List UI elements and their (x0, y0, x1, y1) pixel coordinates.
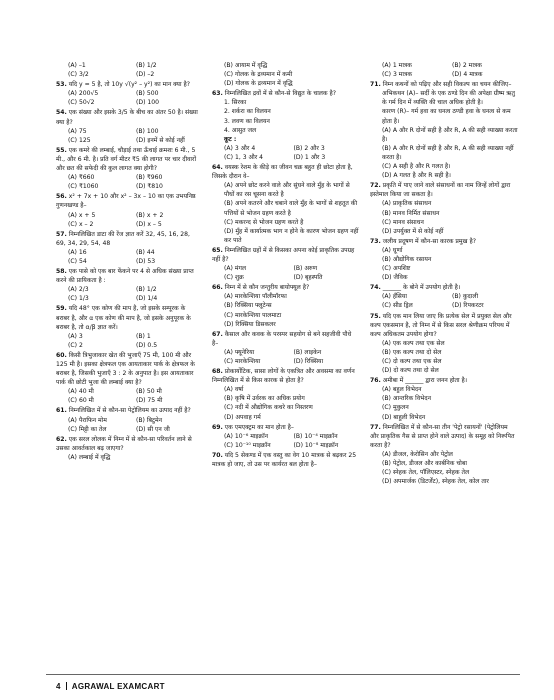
option: (A) A और R दोनों सही है और R, A की सही व्याख्या करता है। (382, 126, 518, 143)
options-grid (56, 416, 200, 434)
option: (D) बृहस्पति (293, 274, 323, 282)
options-list (370, 385, 518, 421)
option: (B) ₹960 (136, 174, 163, 182)
question-stem: कैसाल और कवक के परस्पर सहयोग से बने सहजीवी पौधे है– (212, 330, 352, 347)
option: (A) पैराफिन मोम (68, 416, 107, 424)
option: (B) x + 2 (136, 211, 164, 219)
option: (B) 2 और 3 (293, 144, 325, 152)
question-text (56, 192, 200, 210)
question-block (56, 146, 200, 191)
options-grid (212, 144, 359, 162)
column-right (370, 60, 518, 486)
question-stem: निम्न में से कौन जन्तुरीय बायोफ्यूल है? (224, 284, 310, 292)
option: (C) मिट्टी का तेल (68, 425, 107, 433)
option: (A) 3 और 4 (224, 144, 256, 152)
options-grid (212, 432, 359, 450)
question-text (370, 283, 518, 292)
question-block (370, 312, 518, 376)
option: (D) ₹810 (136, 183, 163, 191)
question-number: 71. (370, 81, 381, 89)
question-number: 57. (56, 230, 67, 238)
option: (B) बिटुमेन (136, 416, 163, 424)
question-number: 75. (370, 312, 381, 320)
option: (D) जैविक (382, 274, 408, 282)
option: (D) 10⁻⁸ माइक्रॉन (293, 441, 339, 449)
option: (B) 1/2 (136, 286, 157, 294)
question-text (212, 330, 359, 348)
option: (A) मारकेन्शिया पॉलीमॉरफा (224, 293, 287, 301)
option: (A) डीजल, केरोसिन और पेट्रोल (382, 450, 453, 458)
question-text (212, 163, 359, 181)
question-text (56, 80, 200, 89)
options-list (370, 339, 518, 375)
question-number: 65. (212, 246, 223, 254)
option: (C) अपशिष्ट (382, 265, 411, 273)
question-text (370, 312, 518, 339)
option: (A) लम्बाई में वृद्धि (68, 453, 111, 461)
option: (A) –1 (68, 62, 86, 69)
question-text (212, 423, 359, 432)
option: (C) 3/2 (68, 71, 89, 79)
question-stem: एक पासे को एक बार फेंकने पर 4 से अधिक संख्या प्राप्त करने की प्रायिकता है : (56, 268, 194, 285)
option: (A) 10⁻⁶ माइक्रॉन (224, 432, 269, 440)
option: (D) A गलत है और R सही है। (382, 172, 451, 180)
option: (C) मुकुलन (382, 404, 409, 412)
option: (D) रिक्सिया डिसकलर (224, 320, 276, 328)
question-stem: एक सरल लोलक में निम्न में से कौन-सा परिवर्तन लाने से उसका आवर्तकाल बढ़ जाएगा? (56, 435, 192, 452)
option: (B) कृषि में उर्वरक का अधिक प्रयोग (224, 395, 305, 403)
options-grid (56, 387, 200, 405)
question-text (212, 246, 359, 264)
option: (C) दो कल्प तथा एक सेल (382, 358, 442, 365)
question-stem: प्रकृति में पाए जाने वाले संसाधनों का नाम जिन्हें लोगों द्वारा इस्तेमाल किया जा सकता है। (370, 182, 511, 199)
question-text (56, 108, 200, 126)
question-block (212, 89, 359, 162)
code-label: कूट : (224, 135, 237, 143)
option: (A) फ्यूनेरिया (224, 348, 255, 356)
question-text (56, 146, 200, 173)
question-block (370, 80, 518, 180)
question-block (56, 435, 200, 462)
question-block (56, 267, 200, 303)
question-number: 73. (370, 237, 381, 245)
question-text (212, 451, 359, 469)
question-number: 76. (370, 377, 381, 385)
option: (D) अपमार्जक (डिटर्जेंट), स्नेहक तेल, कोल तार (382, 478, 489, 486)
option: (B) 44 (136, 248, 155, 256)
option: (D) गोलक के द्रव्यमान में वृद्धि (224, 80, 293, 88)
question-text (56, 304, 200, 331)
question-block (370, 181, 518, 236)
option: (A) मंगल (224, 265, 247, 273)
statement-item: 4. आसुत जल (224, 126, 257, 134)
option: (B) 1/2 (136, 62, 157, 69)
option: (A) 3 (68, 332, 83, 340)
question-number: 53. (56, 81, 67, 89)
options-grid (56, 248, 200, 266)
option: (D) 4 मात्रक (452, 71, 483, 79)
question-block (56, 192, 200, 228)
page-footer (0, 668, 554, 700)
statement-item: 2. शर्करा का विलयन (224, 108, 271, 116)
options-grid (370, 292, 518, 310)
question-block (56, 61, 200, 79)
option: (C) मारकेन्शिया पालमाटा (224, 311, 282, 319)
option: (A) अपने छोट करने वाले और सुंघने वाले मुँह के भागों से पौधों का रस चूसना करते है (224, 182, 350, 199)
option: (C) x – 2 (68, 220, 94, 228)
option: (C) मकरन्द से भोजन ग्रहण करते है (224, 218, 304, 226)
question-stem: किसी त्रिभुजाकार खेत की भुजाएँ 75 मी, 100 मी और 125 मी है। इसका क्षेत्रफल एक आयताकार पार्क के क्षेत्रफल के बराबर है, जिसकी भुजाएँ 3 : 2 के अनुपात है। इस आयताकार पार्क की छोटी भुजा की लम्बाई क्या है? (56, 351, 195, 387)
options-grid (56, 127, 200, 145)
options-grid (370, 61, 518, 79)
option: (C) 54 (68, 257, 87, 265)
question-text (370, 423, 518, 450)
option: (C) 3 मात्रक (382, 71, 413, 79)
question-block (212, 246, 359, 282)
option: (B) 2 मात्रक (452, 62, 482, 69)
options-list (56, 453, 200, 462)
option: (A) वर्षा (224, 386, 244, 394)
question-number: 74. (370, 284, 381, 292)
question-block (370, 61, 518, 79)
options-grid (56, 173, 200, 191)
question-text (56, 406, 200, 415)
question-number: 69. (212, 423, 223, 431)
question-block (56, 80, 200, 107)
option: (A) प्राकृतिक संसाधन (382, 200, 432, 208)
question-text (56, 351, 200, 387)
option: (C) मानव संसाधन (382, 218, 424, 226)
question-number: 64. (212, 164, 223, 172)
option: (D) सी एन जी (136, 425, 170, 433)
statement-item: 3. लवण का विलयन (224, 117, 270, 125)
footer-text (56, 682, 165, 691)
option: (B) 100 (136, 127, 159, 135)
option: (D) दो कल्प तथा दो सेल (382, 367, 439, 375)
options-list (370, 126, 518, 181)
options-list (212, 181, 359, 245)
question-stem: निम्नलिखित डाटा की रेंज ज्ञात करें 32, 45, 16, 28, 69, 34, 29, 54, 48 (56, 230, 190, 247)
question-block (56, 351, 200, 406)
option: (C) 125 (68, 136, 91, 144)
question-stem: निम्नलिखित ग्रहों में से किसका अपना कोई प्राकृतिक उपग्रह नहीं है? (212, 246, 355, 263)
option: (C) मारकेन्शिया (224, 358, 261, 365)
option: (C) 60 मी (68, 397, 94, 405)
question-text (370, 237, 518, 246)
question-text (212, 367, 359, 385)
question-stem: यदि 5 सेकण्ड में एक वस्तु का वेग 10 मात्रक से बढ़कर 25 मात्रक हो जाए, तो उस पर कार्यरत बल होता है– (212, 451, 357, 469)
option: (C) शुक्र (224, 274, 244, 282)
question-block (56, 304, 200, 349)
option: (A) हँसिया (382, 293, 407, 301)
option: (B) 10⁻⁴ माइक्रॉन (293, 432, 338, 440)
options-grid (56, 285, 200, 303)
question-block (212, 423, 359, 450)
question-block (212, 451, 359, 469)
question-stem: यदि y = 5 है, तो 10y √(y² – y²) का मान क्या है? (68, 81, 190, 89)
page-number: 4 (56, 682, 61, 691)
question-block (56, 230, 200, 266)
option: (D) 75 मी (136, 397, 163, 405)
option: (C) स्नेहक तेल, पॉलिएस्टर, स्नेहक तेल (382, 469, 470, 477)
option: (B) पेट्रोल, डीजल और कार्बनिक चोबा (382, 460, 467, 468)
question-text (212, 283, 359, 292)
options-grid (56, 332, 200, 350)
question-block (56, 108, 200, 144)
option: (B) 1 (136, 332, 151, 340)
option: (D) –2 (136, 71, 155, 79)
option: (C) A सही है और R गलत है। (382, 163, 451, 171)
question-text (56, 267, 200, 285)
option: (A) 40 मी (68, 388, 94, 396)
option: (D) 1 और 3 (293, 153, 326, 161)
statement-text: कारण (R)– गर्म हवा का घनत्व ठण्डी हवा के घनत्व से कम होता है। (382, 108, 511, 125)
option: (C) 1, 3 और 4 (224, 153, 264, 161)
option: (B) अरुण (293, 265, 318, 273)
question-text (370, 181, 518, 199)
options-list (212, 292, 359, 328)
option: (A) 2/3 (68, 286, 89, 294)
question-text (56, 435, 200, 453)
option: (D) x – 5 (136, 220, 162, 228)
option: (D) रिक्सिया (293, 358, 324, 365)
option: (D) उपर्युक्त में से कोई नहीं (382, 227, 444, 235)
footer-rule (46, 674, 520, 675)
question-number: 68. (212, 368, 223, 376)
question-text (212, 89, 359, 98)
option: (A) बहुल विभेदन (382, 386, 422, 394)
options-grid (56, 89, 200, 107)
question-text (56, 230, 200, 248)
question-number: 62. (56, 435, 67, 443)
question-stem: निम्न कथनों को पढ़िए और सही विकल्प का चयन कीजिए– (382, 81, 512, 89)
option: (A) 16 (68, 248, 87, 256)
option: (B) आन्तरिक विभेदन (382, 395, 432, 403)
option: (D) 53 (136, 257, 156, 265)
option: (A) 75 (68, 127, 87, 135)
option: (D) मुँह में कार्यात्मक भाग न होने के कारण भोजन ग्रहण नहीं कर पाते (224, 227, 359, 244)
question-block (56, 406, 200, 433)
brand-name: AGRAWAL EXAMCART (71, 682, 165, 691)
options-list (212, 385, 359, 421)
question-block (212, 330, 359, 366)
question-number: 70. (212, 451, 223, 459)
options-grid (212, 264, 359, 282)
option: (D) अपवाह गर्म (224, 413, 261, 421)
column-middle (212, 60, 359, 469)
question-number: 66. (212, 284, 223, 292)
option: (D) इनमें से कोई नहीं (136, 136, 185, 144)
option: (B) रिक्सिया फ्लूटेन्स (224, 302, 272, 310)
options-list (370, 246, 518, 282)
option: (C) सीड ड्रिल (382, 302, 413, 310)
question-block (212, 367, 359, 422)
question-stem: एक कमरे की लम्बाई, चौड़ाई तथा ऊँचाई क्रमशः 6 मी., 5 मी., और 6 मी. है। प्रति वर्ग मीटर ₹5 की लागत पर चार दीवारों और छत की सफेदी की कुल लागत क्या होगी? (56, 146, 197, 173)
question-stem: यदि एक मान लिया जाए कि प्रत्येक सेल में प्रयुक्त सेल और कल्प एकसमान है, तो निम्न में से किस सरल श्रेणीक्रम परिपथ में कल्प अधिकतम उपयोग होगा? (370, 312, 512, 338)
option: (A) एक कल्प तथा एक सेल (382, 339, 445, 347)
option: (B) आयाम में वृद्धि (224, 62, 268, 69)
question-text (370, 376, 518, 385)
question-number: 59. (56, 305, 67, 313)
question-stem: यदि 48° एक कोण की माप है, जो इसके सम्पूरक के बराबर है, और α एक कोण की माप है, जो इसके अनुपूरक के बराबर है, तो α/β ज्ञात करें। (56, 305, 191, 331)
question-stem: निम्नलिखित द्रवों में से कौन-से विद्युत के चालक है? (224, 90, 336, 98)
options-list (370, 450, 518, 486)
option: (B) 50 मी (136, 388, 162, 396)
option: (A) ₹660 (68, 174, 95, 182)
option: (B) 500 (136, 90, 159, 98)
options-grid (56, 61, 200, 79)
question-block (212, 163, 359, 245)
option: (C) 10⁻¹⁰ माइक्रॉन (224, 441, 271, 449)
options-grid (212, 348, 359, 366)
question-number: 55. (56, 146, 67, 154)
question-block (212, 283, 359, 328)
option: (C) 2 (68, 341, 83, 349)
question-number: 67. (212, 330, 223, 338)
question-stem: निम्नलिखित में से कौन-सा तीन 'पेट्रो रसायनों' (पेट्रोलियम और प्राकृतिक गैस से प्राप्त होने वाले उत्पाद) के समूह को निरूपित करता है? (370, 423, 515, 449)
question-text (370, 80, 518, 89)
option: (C) 1/3 (68, 295, 89, 303)
option: (B) एक कल्प तथा दो सेल (382, 348, 442, 356)
option: (D) बाहुली विभेदन (382, 413, 426, 421)
options-list (370, 199, 518, 235)
question-number: 58. (56, 268, 67, 276)
footer-separator (66, 682, 67, 690)
question-block (212, 61, 359, 88)
option: (B) कुदाली (452, 293, 479, 301)
question-block (370, 283, 518, 310)
option: (D) 1/4 (136, 295, 158, 303)
option: (D) 100 (136, 99, 160, 107)
option: (B) औद्योगिक रसायन (382, 255, 432, 263)
question-stem: एक एमएक्ट्रम का मान होता है– (224, 423, 294, 431)
option: (B) मानव निर्मित संसाधन (382, 209, 440, 217)
option: (A) x + 5 (68, 211, 96, 219)
option: (A) 1 मात्रक (382, 62, 412, 69)
option: (B) अपने कतरने और चबाने वाले मुँह के भागों से शहतूत की पत्तियों से भोजन ग्रहण करते है (224, 200, 358, 217)
question-block (370, 423, 518, 487)
question-stem: निम्नलिखित में से कौन-सा पेट्रोलियम का उत्पाद नहीं है? (68, 407, 191, 415)
statement-item: 1. सिरका (224, 99, 247, 107)
question-block (370, 237, 518, 282)
question-number: 72. (370, 182, 381, 190)
option: (A) 200√5 (68, 90, 99, 98)
question-number: 63. (212, 90, 223, 98)
option: (D) 0.5 (136, 341, 158, 349)
question-number: 60. (56, 351, 67, 359)
question-number: 56. (56, 193, 67, 201)
option: (D) रिपकरटर (452, 302, 484, 310)
option: (C) गोलक के द्रव्यमान में कमी (224, 71, 293, 79)
option: (B) A और R दोनों सही है और R, A की सही व्याख्या नहीं करता है। (382, 144, 514, 161)
option: (B) लाइकेन (293, 348, 322, 356)
question-stem: ______ के बोने में उपयोग होती है। (382, 284, 461, 292)
option: (C) ₹1060 (68, 183, 99, 191)
option: (A) घूर्णा (382, 246, 403, 254)
options-list (212, 61, 359, 88)
question-stem: जलीय प्रदूषण में कौन-सा कारक प्रमुख है? (382, 237, 476, 245)
question-stem: x² + 7x + 10 और x² – 3x – 10 का एक उभयनिष्ठ गुणनखण्ड है– (56, 193, 196, 210)
question-stem: प्रोकार्योटिक, सासा लोगों के एकत्रित और अवसमा का वर्णन निम्नलिखित में से किस कारक से होता है? (212, 368, 355, 385)
statement-text: अभिकथन (A)– सर्दी के एक ठण्डे दिन की अपेक्षा ग्रीष्म ऋतु के गर्म दिन में व्यक्ति की चाल अधिक होती है। (382, 90, 515, 107)
option: (C) नदी में औद्योगिक कचरे का निस्तरण (224, 404, 313, 412)
question-stem: अमीबा में ______ द्वारा जनन होता है। (382, 377, 468, 385)
question-number: 77. (370, 423, 381, 431)
options-grid (56, 211, 200, 229)
question-number: 61. (56, 407, 67, 415)
question-stem: एक संख्या और इसके 3/5 के बीच का अंतर 50 है। संख्या क्या है? (56, 109, 198, 126)
question-block (370, 376, 518, 421)
option: (C) 50√2 (68, 99, 95, 107)
question-stem: वयस्क रेशम के कीड़े का जीवन चक्र बहुत ही छोटा होता है, जिसके दौरान वे– (212, 164, 353, 181)
question-number: 54. (56, 109, 67, 117)
column-left (56, 60, 200, 462)
